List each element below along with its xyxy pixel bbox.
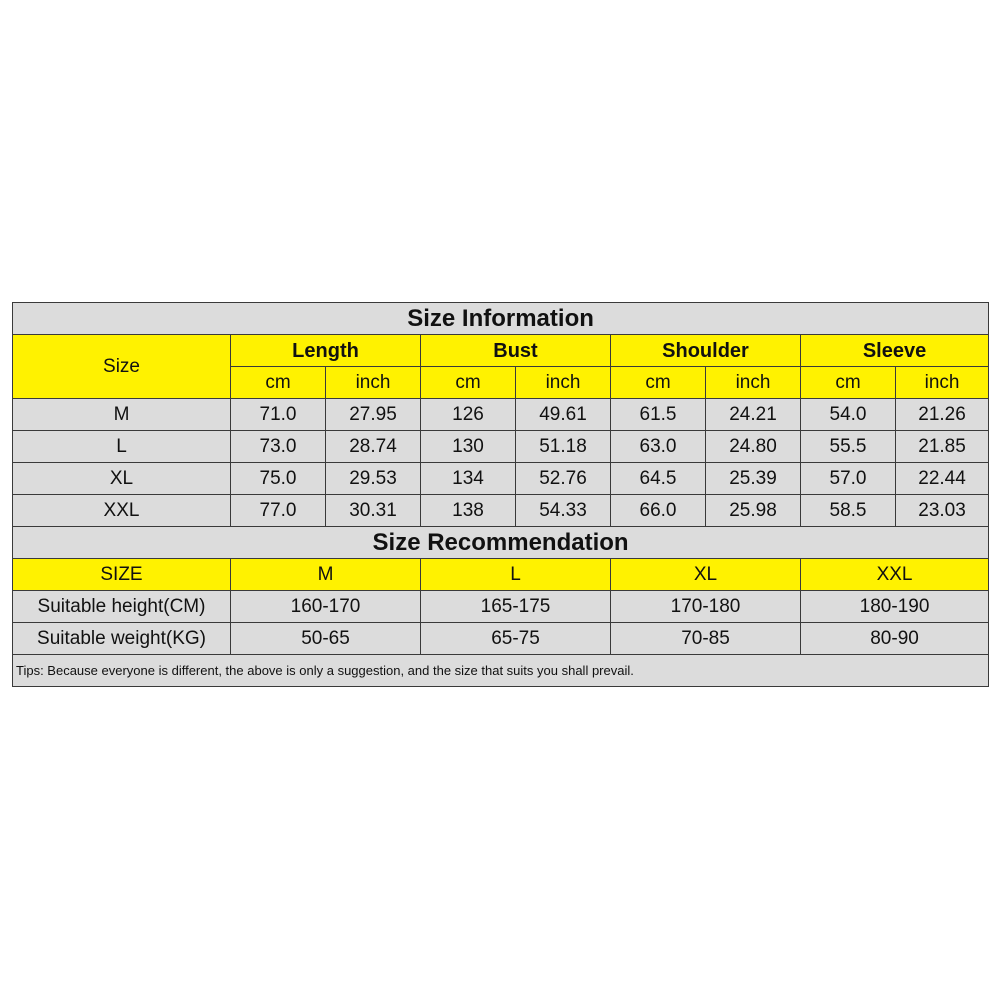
recommendation-size-header: SIZE bbox=[13, 559, 231, 591]
table-cell: 30.31 bbox=[326, 495, 421, 527]
table-cell: 24.80 bbox=[706, 431, 801, 463]
table-row bbox=[13, 623, 989, 655]
table-cell: 64.5 bbox=[611, 463, 706, 495]
unit-header: cm bbox=[421, 367, 516, 399]
recommendation-size-xl: XL bbox=[611, 559, 801, 591]
unit-header: cm bbox=[801, 367, 896, 399]
recommendation-size-l: L bbox=[421, 559, 611, 591]
table-cell: 73.0 bbox=[231, 431, 326, 463]
recommendation-size-xxl: XXL bbox=[801, 559, 989, 591]
group-header-sleeve: Sleeve bbox=[801, 335, 989, 367]
table-cell: 130 bbox=[421, 431, 516, 463]
table-row bbox=[13, 591, 989, 623]
table-cell: 51.18 bbox=[516, 431, 611, 463]
group-header-length: Length bbox=[231, 335, 421, 367]
table-cell: 77.0 bbox=[231, 495, 326, 527]
table-cell: 52.76 bbox=[516, 463, 611, 495]
table-cell: 126 bbox=[421, 399, 516, 431]
unit-header: inch bbox=[896, 367, 989, 399]
table-cell: 25.98 bbox=[706, 495, 801, 527]
table-row bbox=[13, 431, 989, 463]
table-cell: 55.5 bbox=[801, 431, 896, 463]
recommendation-label: Suitable height(CM) bbox=[13, 591, 231, 623]
table-cell: 66.0 bbox=[611, 495, 706, 527]
table-cell: 165-175 bbox=[421, 591, 611, 623]
table-cell: 29.53 bbox=[326, 463, 421, 495]
recommendation-label: Suitable weight(KG) bbox=[13, 623, 231, 655]
size-label: L bbox=[13, 431, 231, 463]
table-cell: 75.0 bbox=[231, 463, 326, 495]
tips-text: Tips: Because everyone is different, the above is only a suggestion, and the size that suits you shall prevail. bbox=[13, 655, 989, 687]
table-cell: 27.95 bbox=[326, 399, 421, 431]
unit-header: cm bbox=[611, 367, 706, 399]
table-cell: 58.5 bbox=[801, 495, 896, 527]
unit-header: cm bbox=[231, 367, 326, 399]
size-recommendation-title: Size Recommendation bbox=[13, 527, 989, 559]
group-header-bust: Bust bbox=[421, 335, 611, 367]
size-header: Size bbox=[13, 335, 231, 399]
table-cell: 63.0 bbox=[611, 431, 706, 463]
table-cell: 180-190 bbox=[801, 591, 989, 623]
table-cell: 22.44 bbox=[896, 463, 989, 495]
unit-header: inch bbox=[706, 367, 801, 399]
table-cell: 50-65 bbox=[231, 623, 421, 655]
table-row bbox=[13, 399, 989, 431]
size-information-title: Size Information bbox=[13, 303, 989, 335]
table-cell: 71.0 bbox=[231, 399, 326, 431]
size-chart-table bbox=[12, 302, 989, 687]
size-label: M bbox=[13, 399, 231, 431]
unit-header: inch bbox=[326, 367, 421, 399]
table-cell: 23.03 bbox=[896, 495, 989, 527]
table-cell: 25.39 bbox=[706, 463, 801, 495]
table-cell: 61.5 bbox=[611, 399, 706, 431]
table-row bbox=[13, 495, 989, 527]
table-cell: 24.21 bbox=[706, 399, 801, 431]
table-row bbox=[13, 463, 989, 495]
table-cell: 80-90 bbox=[801, 623, 989, 655]
table-cell: 21.85 bbox=[896, 431, 989, 463]
table-cell: 57.0 bbox=[801, 463, 896, 495]
group-header-shoulder: Shoulder bbox=[611, 335, 801, 367]
size-label: XL bbox=[13, 463, 231, 495]
table-cell: 170-180 bbox=[611, 591, 801, 623]
table-cell: 138 bbox=[421, 495, 516, 527]
unit-header: inch bbox=[516, 367, 611, 399]
table-cell: 28.74 bbox=[326, 431, 421, 463]
table-cell: 160-170 bbox=[231, 591, 421, 623]
table-cell: 134 bbox=[421, 463, 516, 495]
table-cell: 54.33 bbox=[516, 495, 611, 527]
table-cell: 70-85 bbox=[611, 623, 801, 655]
size-label: XXL bbox=[13, 495, 231, 527]
table-cell: 49.61 bbox=[516, 399, 611, 431]
table-cell: 65-75 bbox=[421, 623, 611, 655]
recommendation-size-m: M bbox=[231, 559, 421, 591]
table-cell: 21.26 bbox=[896, 399, 989, 431]
table-cell: 54.0 bbox=[801, 399, 896, 431]
